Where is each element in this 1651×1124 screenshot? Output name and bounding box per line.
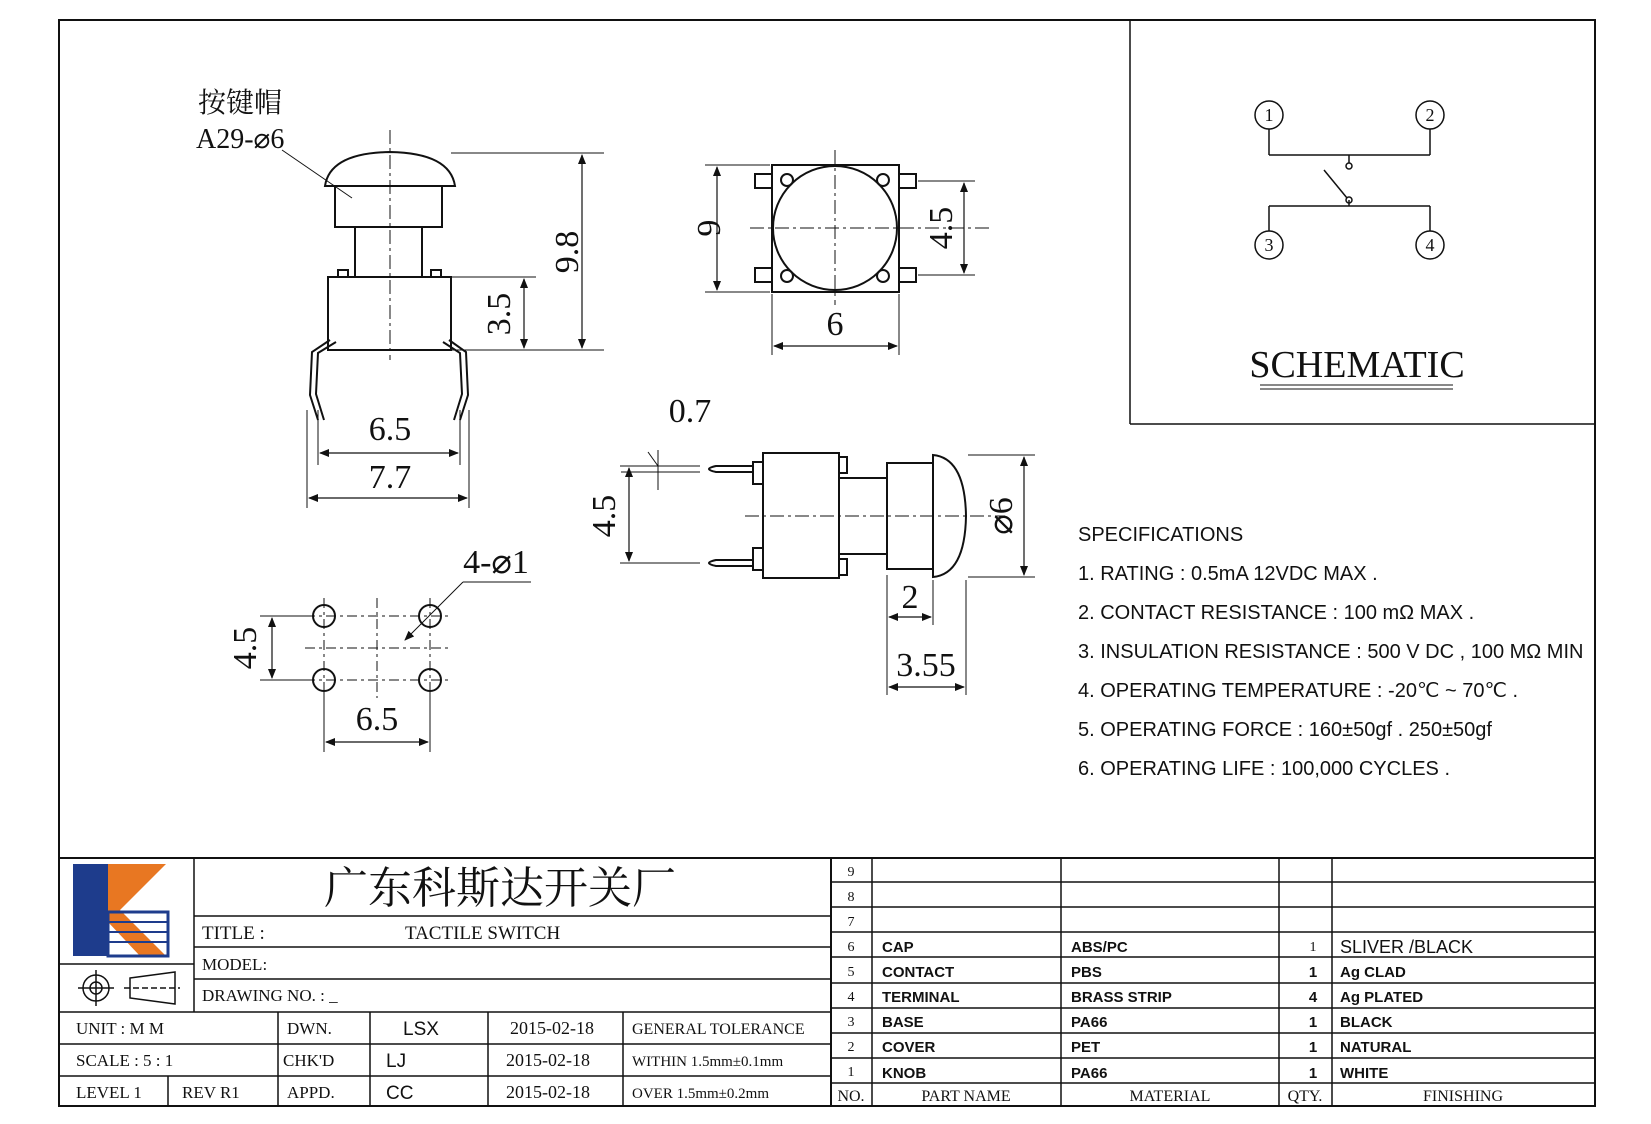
pin-1-label: 1 bbox=[1264, 105, 1274, 125]
bom-no: 4 bbox=[847, 990, 855, 1005]
dim-cap-offset: 2 bbox=[901, 579, 919, 616]
top-view bbox=[705, 150, 990, 355]
spec-item: 5. OPERATING FORCE : 160±50gf . 250±50gf bbox=[1078, 719, 1492, 741]
bom-finishing: WHITE bbox=[1340, 1065, 1389, 1082]
bom-material: PET bbox=[1071, 1039, 1101, 1056]
company-name: 广东科斯达开关厂 bbox=[324, 863, 676, 914]
dim-top-bottom: 6 bbox=[826, 306, 844, 343]
tolerance-over: OVER 1.5mm±0.2mm bbox=[632, 1086, 769, 1102]
bom-no: 7 bbox=[847, 915, 855, 930]
pin-4-label: 4 bbox=[1425, 235, 1435, 255]
schematic bbox=[1255, 101, 1444, 259]
spec-title: SPECIFICATIONS bbox=[1078, 524, 1244, 546]
dim-top-side: 6 bbox=[690, 219, 727, 237]
bom-finishing: SLIVER /BLACK bbox=[1340, 937, 1474, 957]
appd-date: 2015-02-18 bbox=[506, 1082, 590, 1102]
bom-part: KNOB bbox=[882, 1065, 927, 1082]
spec-item: 1. RATING : 0.5mA 12VDC MAX . bbox=[1078, 563, 1378, 585]
bom-finishing: NATURAL bbox=[1340, 1039, 1412, 1056]
chkd-date: 2015-02-18 bbox=[506, 1050, 590, 1070]
bom-material: ABS/PC bbox=[1071, 939, 1128, 956]
dim-base-height: 3.5 bbox=[481, 292, 518, 336]
bom-no: 8 bbox=[847, 890, 855, 905]
schematic-label: SCHEMATIC bbox=[1249, 344, 1465, 386]
bom-finishing: Ag CLAD bbox=[1340, 964, 1406, 981]
pin-3-label: 3 bbox=[1264, 235, 1274, 255]
cap-note-code: A29-⌀6 bbox=[196, 124, 285, 155]
bom-material: PBS bbox=[1071, 964, 1102, 981]
bom-header-material: MATERIAL bbox=[1129, 1088, 1211, 1105]
bom-no: 6 bbox=[847, 940, 855, 955]
side-view bbox=[282, 130, 604, 508]
chkd-name: LJ bbox=[386, 1051, 407, 1072]
bom-table bbox=[837, 865, 1503, 1105]
bom-material: PA66 bbox=[1071, 1065, 1108, 1082]
dwn-label: DWN. bbox=[287, 1019, 332, 1038]
bom-part: CAP bbox=[882, 939, 914, 956]
bom-header-no: NO. bbox=[837, 1088, 865, 1105]
bom-no: 5 bbox=[847, 965, 855, 980]
bom-no: 1 bbox=[847, 1065, 855, 1080]
specifications bbox=[1078, 524, 1583, 780]
spec-item: 6. OPERATING LIFE : 100,000 CYCLES . bbox=[1078, 758, 1451, 780]
dim-cap-dia: ⌀6 bbox=[983, 497, 1020, 535]
unit-label: UNIT : M M bbox=[76, 1019, 164, 1038]
bom-qty: 1 bbox=[1308, 1039, 1318, 1056]
spec-item: 3. INSULATION RESISTANCE : 500 V DC , 100 MΩ MIN bbox=[1078, 641, 1584, 663]
tolerance-within: WITHIN 1.5mm±0.1mm bbox=[632, 1054, 784, 1070]
dim-cap-height: 3.55 bbox=[896, 647, 956, 684]
model-label: MODEL: bbox=[202, 955, 268, 974]
dim-height-total: 9.8 bbox=[549, 230, 586, 274]
bom-part: COVER bbox=[882, 1039, 936, 1056]
bom-material: BRASS STRIP bbox=[1071, 989, 1172, 1006]
bom-no: 3 bbox=[847, 1015, 855, 1030]
bom-no: 2 bbox=[847, 1040, 855, 1055]
dim-lead-outer: 7.7 bbox=[368, 459, 412, 496]
front-view bbox=[620, 450, 1035, 695]
scale-label: SCALE : 5 : 1 bbox=[76, 1051, 174, 1070]
appd-name: CC bbox=[386, 1083, 414, 1104]
bom-qty: 1 bbox=[1309, 940, 1317, 955]
bom-material: PA66 bbox=[1071, 1014, 1108, 1031]
dim-hole-pitch-x: 6.5 bbox=[355, 701, 399, 738]
level-label: LEVEL 1 bbox=[76, 1083, 142, 1102]
company-logo bbox=[73, 864, 168, 956]
bom-finishing: BLACK bbox=[1340, 1014, 1393, 1031]
drawing-no-label: DRAWING NO. : _ bbox=[202, 986, 338, 1005]
dim-holes: 4-⌀1 bbox=[463, 544, 529, 581]
bom-qty: 4 bbox=[1308, 989, 1318, 1006]
bom-qty: 1 bbox=[1308, 964, 1318, 981]
dim-side-pitch: 4.5 bbox=[586, 494, 623, 538]
dim-pin-thick: 0.7 bbox=[668, 393, 712, 430]
bom-part: BASE bbox=[882, 1014, 924, 1031]
tolerance-title: GENERAL TOLERANCE bbox=[632, 1021, 805, 1038]
spec-item: 4. OPERATING TEMPERATURE : -20℃ ~ 70℃ . bbox=[1078, 680, 1519, 702]
dwn-name: LSX bbox=[403, 1019, 439, 1040]
bom-no: 9 bbox=[847, 865, 855, 880]
pin-2-label: 2 bbox=[1425, 105, 1435, 125]
dim-hole-pitch-y: 4.5 bbox=[227, 626, 264, 670]
bom-part: TERMINAL bbox=[882, 989, 960, 1006]
dim-top-pitch: 4.5 bbox=[923, 206, 960, 250]
dim-lead-inner: 6.5 bbox=[368, 411, 412, 448]
bom-header-finishing: FINISHING bbox=[1423, 1088, 1503, 1105]
dwn-date: 2015-02-18 bbox=[510, 1018, 594, 1038]
rev-label: REV R1 bbox=[182, 1083, 240, 1102]
bom-part: CONTACT bbox=[882, 964, 955, 981]
bom-finishing: Ag PLATED bbox=[1340, 989, 1424, 1006]
appd-label: APPD. bbox=[287, 1083, 335, 1102]
spec-item: 2. CONTACT RESISTANCE : 100 mΩ MAX . bbox=[1078, 602, 1475, 624]
bom-qty: 1 bbox=[1308, 1065, 1318, 1082]
bom-qty: 1 bbox=[1308, 1014, 1318, 1031]
title-label: TITLE : bbox=[202, 923, 265, 944]
projection-symbol-icon bbox=[78, 970, 180, 1006]
chkd-label: CHK'D bbox=[283, 1051, 335, 1070]
cap-note-cn: 按键帽 bbox=[198, 86, 283, 119]
bom-header-qty: QTY. bbox=[1287, 1088, 1323, 1105]
bom-header-part: PART NAME bbox=[921, 1088, 1011, 1105]
title-value: TACTILE SWITCH bbox=[405, 923, 561, 944]
